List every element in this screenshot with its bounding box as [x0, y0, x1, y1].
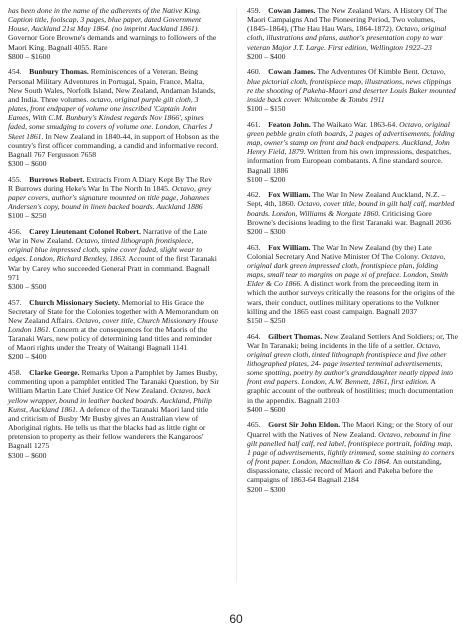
- left-lot-list: [8, 67, 219, 459]
- lead-in-price: $800 – $1600: [8, 51, 51, 61]
- lot-title: Carey Lieutenant Colonel Robert.: [29, 226, 141, 236]
- lot-entry: [8, 67, 219, 168]
- lot-text: The War In New Zealand Auckland, N.Z. – Sept, 4th, 1860.: [247, 190, 446, 209]
- lot-text: Memorial to His Grace the Secretary of State for the Colonies together with A Memorandum on New Zealand Affairs.: [8, 297, 219, 325]
- lot-notes: Concern at the consequences for the Maoris of the Taranaki Wars, new policy of determining land titles and reminder of Maori rights under the Treaty of Waitangi Bagnall 1141: [8, 325, 213, 353]
- lot-number: 464.: [247, 331, 261, 341]
- lot-estimate: $200 – $400: [247, 51, 286, 61]
- lot-entry: [8, 175, 219, 221]
- lot-number: 457.: [8, 297, 22, 307]
- lot-number: 455.: [8, 174, 22, 184]
- lot-description: [247, 6, 458, 52]
- lot-estimate: $300 – $600: [8, 159, 47, 168]
- lot-number: 456.: [8, 226, 22, 236]
- lot-italic-details: Octavo, back yellow wrapper, bound in leather backed boards. Auckland, Philip Kunst, Auckland 1861.: [8, 386, 212, 414]
- lot-italic-details: Octavo, cover title, Church Missionary House London 1861.: [8, 315, 218, 334]
- lot-estimate: $100 – $250: [8, 211, 47, 221]
- lot-text: The New Zealand Wars. A History Of The Maori Campaigns And The Pioneering Period, Two volumes, (1845–1864), (The Hau Hau Wars, 1864-1872).: [247, 6, 448, 34]
- lot-number: 463.: [247, 242, 261, 252]
- lot-italic-details: Octavo, tinted lithograph frontispiece, original blue impressed cloth, spine cover faded, slight wear to edges. London, Richard Bentley, 1863.: [8, 236, 203, 264]
- lot-notes: A distinct work from the preceeding item in which the author surveys critically the reasons for the origins of the wars, their conduct, outlines military operations to the Volkner killing and the 1865 east coast campaign. Bagnall 2037: [247, 279, 455, 316]
- lot-entry: [247, 332, 458, 414]
- lot-number: 461.: [247, 119, 261, 129]
- lot-number: 454.: [8, 67, 22, 77]
- lot-text: Remarks Upon a Pamphlet by James Busby, commenting upon a pamphlet entitled The Taranaki Question, by Sir William Martin Late Chief Justice Of New Zealand.: [8, 368, 219, 396]
- lot-title: Fox William.: [268, 190, 311, 200]
- lot-entry: [247, 243, 458, 325]
- lot-italic-details: Octavo, original green pebble grain cloth boards, 2 pages of advertisements, folding map, owner's stamp on front and back endpapers. Auckland, John Henry Field, 1879.: [247, 119, 455, 157]
- lot-entry: [8, 368, 219, 460]
- lot-notes: Written from his own impressions, despatches, information from European combatants. A fine standard source. Bagnall 1886: [247, 147, 452, 175]
- lot-estimate: $100 – $150: [247, 104, 286, 114]
- lot-title: Burrows Robert.: [29, 174, 85, 184]
- lot-entry: [247, 420, 458, 493]
- lot-text: Extracts From A Diary Kept By The Rev R Burrows during Heke's War In The North In 1845.: [8, 174, 213, 193]
- lead-in-body: Governor Gore Browne's demands and warnings to followers of the Maori King. Bagnall 4055. Rare: [8, 33, 217, 52]
- lot-notes: Account of the first Taranaki War by Carey who succeeded General Pratt in command. Bagnall 971: [8, 254, 217, 282]
- lot-notes: An outstanding, dispassionate, classic record of Maori and Pakeha before the campaigns of 1863-64 Bagnall 2184: [247, 457, 442, 485]
- lead-in-entry: [8, 6, 219, 61]
- lead-in-text: [8, 6, 219, 52]
- lot-estimate: $200 – $300: [247, 484, 286, 494]
- lot-text: Narrative of the Late War in New Zealand.: [8, 226, 208, 246]
- lot-number: 458.: [8, 368, 22, 378]
- lot-text: The Maori King; or the Story of our Quarrel with the Natives of New Zealand.: [247, 420, 453, 439]
- lot-number: 462.: [247, 190, 261, 200]
- lot-estimate: $300 – $500: [8, 281, 47, 291]
- lot-italic-details: octavo, original purple gilt cloth, 3 plates, front endpaper of volume one inscribed 'Captain John Eames, With C.M. Bunbury's Kindest regards Nov 1866', spines faded, some smudging to covers of volume one. London, Charles J Skeet 1861.: [8, 94, 213, 141]
- lot-entry: [247, 6, 458, 61]
- lot-estimate: $300 – $600: [8, 450, 47, 460]
- lot-description: [247, 243, 458, 316]
- lot-number: 460.: [247, 67, 261, 77]
- lot-notes: Criticising Gore Browne's decisions leading to the first Taranaki war. Bagnall 2036: [247, 208, 451, 227]
- lot-title: Bunbury Thomas.: [29, 67, 89, 77]
- lot-description: [8, 368, 219, 450]
- lot-entry: [247, 120, 458, 184]
- lot-description: [247, 120, 458, 175]
- lot-description: [247, 67, 458, 104]
- lot-italic-details: Octavo, original cloth, illustrations and plans, author's presentation copy to war veteran Major J.T. Large. First edition, Wellington 1922–23: [247, 24, 447, 52]
- column-gutter: [236, 8, 237, 583]
- lot-notes: In New Zealand in 1840-44, in support of Hobson as the country's first officer commanding, a candid and informative record. Bagnall 767 Fergusson 7658: [8, 131, 219, 159]
- lot-description: [8, 67, 219, 159]
- lot-italic-details: Octavo, rebound in fine gilt panelled half calf, red label, frontispiece portrait, folding map, 1 page of advertisements, lightly trimmed, some staining to corners of front paper. London, Macmillan & Co 1864.: [247, 429, 455, 467]
- lot-title: Cowan James.: [268, 6, 316, 15]
- lot-notes: A graphic account of the outbreak of hostilities; much documentation in the appendix. Bagnall 2103: [247, 377, 454, 405]
- lot-title: Church Missionary Society.: [29, 297, 120, 307]
- lot-text: The War In New Zealand (by the) Late Colonial Secretary And Native Minister Of The Colony.: [247, 242, 432, 261]
- lot-title: Cowan James.: [268, 67, 316, 77]
- lot-title: Clarke George.: [29, 368, 80, 378]
- lot-text: The Adventures Of Kimble Bent.: [315, 67, 422, 77]
- lot-title: Fox William.: [268, 242, 311, 252]
- lot-description: [8, 298, 219, 353]
- lot-italic-details: Octavo, original green cloth, tinted lithograph frontispiece and five other lithographed plates, 24- page inserted terminal advertisements, some spotting, poetry by author's granddaughter neatly tipped into front end papers. London, A.W. Bennett, 1861, first edition.: [247, 340, 453, 387]
- lot-text: New Zealand Settlers And Soldiers; or, The War In Taranaki; being incidents in the life of a settler.: [247, 331, 459, 350]
- right-lot-list: [247, 6, 458, 494]
- lot-description: [247, 332, 458, 405]
- lot-title: Gorst Sir John Eldon.: [268, 420, 341, 430]
- lot-estimate: $100 – $200: [247, 174, 286, 184]
- page-number: 60: [229, 612, 243, 626]
- lot-entry: [247, 190, 458, 236]
- right-column: [247, 6, 458, 500]
- lot-italic-details: Octavo, grey paper covers, author's signature mounted on title page, Johannes Andersen's copy, bound in linen backed boards. Auckland 1886: [8, 183, 212, 212]
- lot-title: Gilbert Thomas.: [268, 331, 323, 341]
- lot-number: 459.: [247, 6, 261, 15]
- lot-estimate: $400 – $600: [247, 404, 286, 414]
- lot-italic-details: Octavo, cover title, bound in gilt half calf, marbled boards. London, Williams & Norgate 1860.: [247, 199, 455, 218]
- lot-text: The Waikato War. 1863-64.: [310, 119, 400, 129]
- lot-estimate: $150 – $250: [247, 315, 286, 325]
- lot-entry: [247, 67, 458, 113]
- lot-estimate: $200 – $300: [247, 226, 286, 236]
- lot-title: Featon John.: [268, 119, 311, 129]
- lot-text: Reminiscences of a Veteran. Being Personal Military Adventures in Portugal, Spain, France, Malta, New South Wales, Norfolk Island, New Zealand, Andaman Islands, and India. Three volumes.: [8, 67, 216, 104]
- lot-italic-details: Octavo, original dark green impressed cloth, frontispiece plan, folding maps, small tear to margins on page xi of preface. London, Smith Elder & Co 1866.: [247, 251, 449, 289]
- lot-entry: [8, 227, 219, 291]
- lot-estimate: $200 – $400: [8, 352, 47, 362]
- lot-description: [247, 190, 458, 227]
- lot-description: [8, 227, 219, 282]
- lot-description: [247, 420, 458, 484]
- lot-number: 465.: [247, 420, 261, 430]
- lot-description: [8, 175, 219, 212]
- lot-italic-details: Octavo, blue pictorial cloth, frontispiece map, illustrations, news clippings re the shooting of Pakeha-Maori and deserter Louis Baker mounted inside back cover. Whitcombe & Tombs 1911: [247, 67, 456, 104]
- lot-entry: [8, 298, 219, 362]
- lead-in-italic: has been done in the name of the adherents of the Native King. Caption title, foolscap, 3 pages, blue paper, dated Government House, Auckland 21st May 1864. (no imprint Auckland 1861).: [8, 6, 202, 34]
- left-column: [8, 6, 219, 466]
- lot-notes: A defence of the Taranaki Maori land title and criticism of Busby 'Mr Busby gives an Australian view of Aboriginal rights. He tells us that the blacks had as little right or pretension to property as their fellow wanderers the Kangaroos' Bagnall 1275: [8, 404, 209, 451]
